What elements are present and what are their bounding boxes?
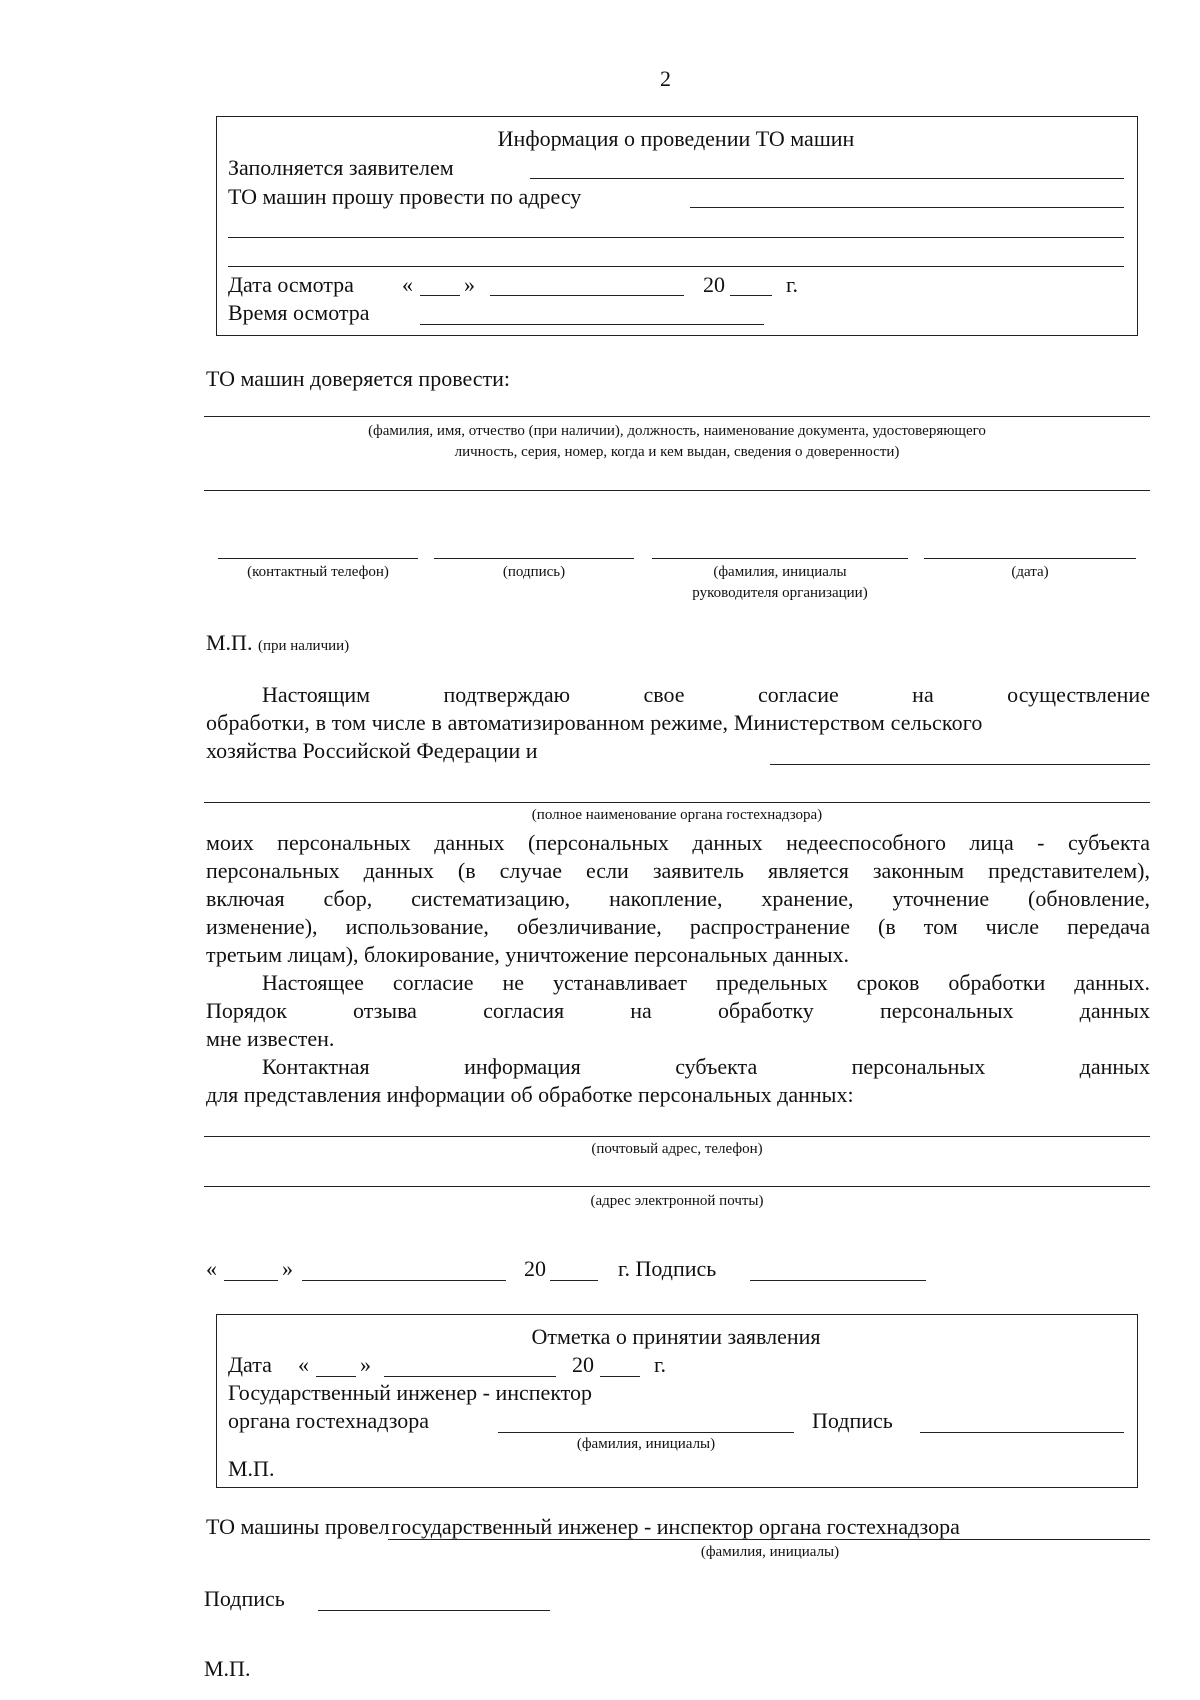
- day-quote-open: «: [402, 272, 413, 297]
- acceptance-quote-open: «: [298, 1352, 309, 1377]
- consent-word: Настоящим: [262, 682, 371, 707]
- sign-quote-close: »: [282, 1256, 293, 1281]
- year-field[interactable]: [730, 295, 772, 296]
- sign-day-field[interactable]: [224, 1280, 278, 1281]
- sign-quote-open: «: [206, 1256, 217, 1281]
- acceptance-year-field[interactable]: [600, 1376, 640, 1377]
- trustee-field-line2[interactable]: [204, 490, 1150, 491]
- inspector-name-field[interactable]: [498, 1432, 794, 1433]
- trustee-field[interactable]: [204, 416, 1150, 417]
- consent-word: Контактная: [262, 1054, 370, 1079]
- consent-para-line: включая сбор, систематизацию, накопление, хранение, уточнение (обновление,: [206, 886, 1150, 911]
- consent-word: информация: [464, 1054, 581, 1079]
- manager-name-caption: (фамилия, инициалы: [713, 564, 847, 580]
- date-caption: (дата): [1011, 564, 1049, 580]
- consent-word: на: [630, 998, 652, 1023]
- inspection-info-title: Информация о проведении ТО машин: [497, 126, 855, 151]
- consent-word: данных: [1079, 998, 1150, 1023]
- address-label: ТО машин прошу провести по адресу: [228, 184, 582, 209]
- consent-word: субъекта: [675, 1054, 758, 1079]
- consent-word: обработку: [717, 998, 814, 1023]
- acceptance-day-field[interactable]: [316, 1376, 356, 1377]
- postal-address-field[interactable]: [204, 1136, 1150, 1137]
- consent-word: персональных: [879, 998, 1014, 1023]
- acceptance-year-prefix: 20: [572, 1352, 594, 1377]
- time-field[interactable]: [420, 324, 764, 325]
- consent-word: персональных: [851, 1054, 986, 1079]
- organ-field-line2[interactable]: [204, 802, 1150, 803]
- consent-para2-line3: мне известен.: [206, 1026, 335, 1051]
- day-field[interactable]: [420, 295, 460, 296]
- year-suffix: г.: [786, 272, 799, 297]
- trust-heading: ТО машин доверяется провести:: [206, 366, 511, 391]
- organ-field[interactable]: [770, 764, 1150, 765]
- footer-stamp-place: М.П.: [204, 1656, 251, 1681]
- year-prefix: 20: [703, 272, 725, 297]
- consent-word: согласие: [758, 682, 839, 707]
- consent-para-line: персональных данных (в случае если заявитель является законным представителем),: [206, 858, 1150, 883]
- contact-phone-caption: (контактный телефон): [247, 564, 389, 580]
- consent-line-1: [206, 682, 1150, 708]
- acceptance-title: Отметка о принятии заявления: [531, 1324, 821, 1349]
- consent-para-line: изменение), использование, обезличивание, распространение (в том числе передача: [206, 914, 1150, 939]
- email-field[interactable]: [204, 1186, 1150, 1187]
- signature-field[interactable]: [434, 558, 634, 559]
- consent-para2-line2: [206, 998, 1150, 1024]
- performed-prefix: ТО машины провел: [206, 1514, 390, 1539]
- inspector-label-2: органа гостехнадзора: [228, 1408, 430, 1433]
- acceptance-month-field[interactable]: [384, 1376, 556, 1377]
- stamp-place-label: М.П. (при наличии): [206, 630, 350, 655]
- acceptance-date-label: Дата: [228, 1352, 272, 1377]
- consent-sign-label: г. Подпись: [618, 1256, 717, 1281]
- applicant-field[interactable]: [530, 178, 1124, 179]
- inspector-name-caption: (фамилия, инициалы): [576, 1436, 716, 1452]
- signature-caption: (подпись): [502, 564, 566, 580]
- acceptance-stamp-place: М.П.: [228, 1456, 275, 1481]
- postal-address-caption: (почтовый адрес, телефон): [591, 1141, 763, 1157]
- consent-signature-field[interactable]: [750, 1280, 926, 1281]
- sign-year-field[interactable]: [550, 1280, 598, 1281]
- month-field[interactable]: [490, 295, 684, 296]
- consent-para3-line1: [262, 1054, 1150, 1080]
- sign-month-field[interactable]: [302, 1280, 506, 1281]
- performed-name-field[interactable]: [388, 1539, 1150, 1540]
- consent-word: Порядок: [206, 998, 287, 1023]
- sign-year-prefix: 20: [524, 1256, 546, 1281]
- time-label: Время осмотра: [228, 300, 370, 325]
- consent-para2-line1: Настоящее согласие не устанавливает предельных сроков обработки данных.: [262, 970, 1150, 995]
- manager-name-field[interactable]: [652, 558, 908, 559]
- consent-line-3: хозяйства Российской Федерации и: [206, 738, 538, 763]
- consent-para-line: моих персональных данных (персональных данных недееспособного лица - субъекта: [206, 830, 1150, 855]
- trustee-caption-1: (фамилия, имя, отчество (при наличии), должность, наименование документа, удостоверяющего: [368, 423, 986, 439]
- applicant-label: Заполняется заявителем: [228, 155, 454, 180]
- organ-caption: (полное наименование органа гостехнадзора): [531, 807, 823, 823]
- trustee-caption-2: личность, серия, номер, когда и кем выдан, сведения о доверенности): [454, 444, 900, 460]
- consent-line-2: обработки, в том числе в автоматизированном режиме, Министерством сельского: [206, 710, 983, 735]
- manager-name-caption-2: руководителя организации): [692, 585, 868, 601]
- consent-word: осуществление: [1007, 682, 1150, 707]
- consent-word: отзыва: [353, 998, 417, 1023]
- day-quote-close: »: [464, 272, 475, 297]
- consent-word: свое: [643, 682, 685, 707]
- consent-word: на: [912, 682, 934, 707]
- address-field-line3[interactable]: [228, 266, 1124, 267]
- date-label: Дата осмотра: [228, 272, 354, 297]
- consent-word: согласия: [483, 998, 565, 1023]
- date-field[interactable]: [924, 558, 1136, 559]
- consent-word: данных: [1079, 1054, 1150, 1079]
- acceptance-quote-close: »: [360, 1352, 371, 1377]
- page-number: 2: [660, 66, 671, 91]
- consent-para-line: третьим лицам), блокирование, уничтожение персональных данных.: [206, 942, 850, 967]
- consent-word: подтверждаю: [443, 682, 571, 707]
- acceptance-year-suffix: г.: [654, 1352, 667, 1377]
- acceptance-sign-label: Подпись: [812, 1408, 893, 1433]
- acceptance-signature-field[interactable]: [920, 1432, 1124, 1433]
- footer-signature-field[interactable]: [318, 1610, 550, 1611]
- performed-by: [206, 1514, 960, 1540]
- stamp-place-note: (при наличии): [257, 638, 350, 654]
- consent-para3-line2: для представления информации об обработке персональных данных:: [206, 1082, 854, 1107]
- email-caption: (адрес электронной почты): [590, 1193, 764, 1209]
- contact-phone-field[interactable]: [218, 558, 418, 559]
- performed-name-caption: (фамилия, инициалы): [700, 1544, 840, 1560]
- performed-text: государственный инженер - инспектор органа гостехнадзора: [391, 1514, 960, 1539]
- inspector-label-1: Государственный инженер - инспектор: [228, 1380, 593, 1405]
- footer-sign-label: Подпись: [204, 1586, 285, 1611]
- address-field[interactable]: [690, 207, 1124, 208]
- address-field-line2[interactable]: [228, 237, 1124, 238]
